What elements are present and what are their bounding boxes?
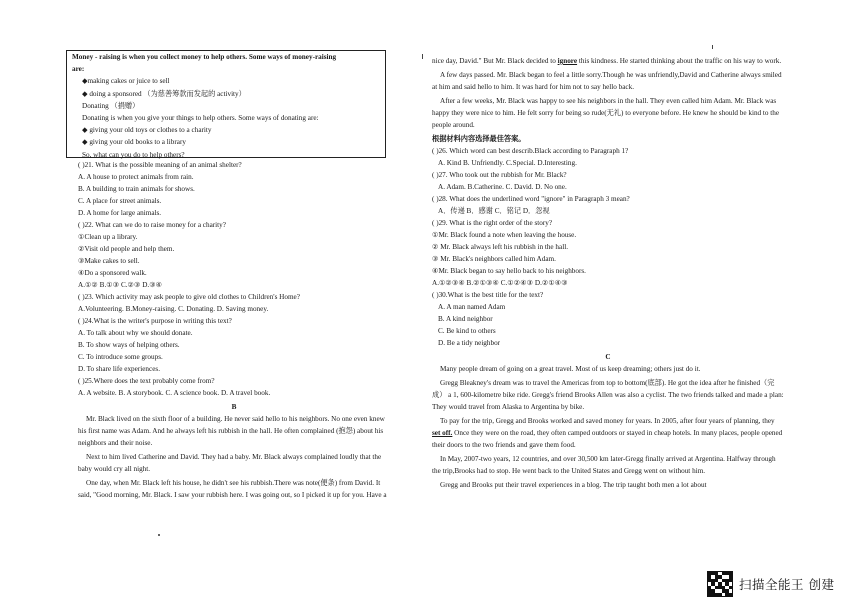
section-heading-b: B <box>231 403 237 411</box>
box-line: So, what can you do to help others? <box>82 150 185 159</box>
reading-box <box>72 51 378 161</box>
option-line: A. A house to protect animals from rain. <box>78 173 194 181</box>
story-paragraph: Next to him lived Catherine and David. They had a baby. Mr. Black always complained loudly that the baby would cry all night. <box>78 453 382 473</box>
option-line: ③ Mr. Black's neighbors called him Adam. <box>432 255 556 263</box>
question-line: ( )22. What can we do to raise money for a charity? <box>78 221 226 229</box>
option-line: C. To introduce some groups. <box>78 353 163 361</box>
option-line: A. To talk about why we should donate. <box>78 329 193 337</box>
story-paragraph: Gregg and Brooks put their travel experiences in a blog. The trip taught both men a lot about <box>440 481 707 489</box>
story-paragraph: A few days passed. Mr. Black began to feel a little sorry.Though he was unfriendly,David and Catherine always smiled at him and said hello to him. It was hard for him not to say hello back. <box>432 71 782 91</box>
box-line: ◆ doing a sponsored （为慈善筹款而发起的 activity） <box>82 89 246 98</box>
option-line: C. A place for street animals. <box>78 197 162 205</box>
story-text: Once they were on the road, they often camped outdoors or stayed in cheap hotels. In many places, people opened their doors to the two friends and gave them food. <box>432 429 783 449</box>
question-line: ( )23. Which activity may ask people to give old clothes to Children's Home? <box>78 293 300 301</box>
option-line: A．传递 B．感谢 C．铭记 D．忽视 <box>438 207 550 215</box>
option-line: D. Be a tidy neighbor <box>438 339 501 347</box>
story-paragraph: Many people dream of going on a great travel. Most of us keep dreaming; others just do it. <box>440 365 701 373</box>
box-line: Money - raising is when you collect money to help others. Some ways of money-raising <box>72 53 337 61</box>
option-line: B. To show ways of helping others. <box>78 341 180 349</box>
option-line: A.①②③④ B.②①③④ C.①②④③ D.②①④③ <box>432 279 568 287</box>
question-line: ( )24.What is the writer's purpose in writing this text? <box>78 317 232 325</box>
scan-dot <box>158 534 160 536</box>
option-line: A. Adam. B.Catherine. C. David. D. No one. <box>438 183 567 191</box>
option-line: ④Mr. Black began to say hello back to his neighbors. <box>432 267 586 275</box>
story-paragraph: Mr. Black lived on the sixth floor of a building. He never said hello to his neighbors. No one even knew his first name was Adam. And he always left his rubbish in the hall. He often complained (抱怨) about his neighbors and their noise. <box>78 415 385 447</box>
section-heading-c: C <box>605 353 611 361</box>
option-line: ③Make cakes to sell. <box>78 257 140 265</box>
option-line: ①Mr. Black found a note when leaving the house. <box>432 231 577 239</box>
scan-mark <box>712 45 713 49</box>
box-line: ◆ giving your old books to a library <box>82 138 186 147</box>
left-column <box>78 159 390 501</box>
option-line: D. To share life experiences. <box>78 365 160 373</box>
underlined-phrase-set-off: set off. <box>432 429 453 437</box>
option-line: A.Volunteering. B.Money-raising. C. Donating. D. Saving money. <box>78 305 269 313</box>
box-line: ◆ giving your old toys or clothes to a charity <box>82 126 212 135</box>
question-line: ( )29. What is the right order of the story? <box>432 219 553 227</box>
scan-mark <box>422 54 423 59</box>
box-line: ◆making cakes or juice to sell <box>82 77 170 86</box>
story-text: this kindness. He started thinking about the traffic on his way to work. <box>577 57 782 65</box>
option-line: B. A kind neighbor <box>438 315 493 323</box>
option-line: A. A website. B. A storybook. C. A science book. D. A travel book. <box>78 389 271 397</box>
story-paragraph <box>432 55 784 67</box>
right-column <box>432 55 784 491</box>
option-line: ②Visit old people and help them. <box>78 245 175 253</box>
option-line: A. A man named Adam <box>438 303 506 311</box>
question-line: ( )21. What is the possible meaning of an animal shelter? <box>78 161 242 169</box>
box-line: Donating （捐赠） <box>82 101 140 110</box>
watermark-text: 扫描全能王 创建 <box>739 577 835 592</box>
question-line: ( )27. Who took out the rubbish for Mr. Black? <box>432 171 567 179</box>
box-line: are: <box>72 65 85 74</box>
underlined-word-ignore: ignore <box>557 57 578 65</box>
qr-code-icon <box>707 571 733 597</box>
story-paragraph: Gregg Bleakney's dream was to travel the Americas from top to bottom(底部). He got the idea after he finished（完成） a 1, 600-kilometre bike ride. Gregg's friend Brooks Allen was also a cyclist. The two friends talked and made a plan: They would travel from Alaska to Argentina by bike. <box>432 379 784 411</box>
story-paragraph <box>432 415 784 451</box>
question-line: ( )30.What is the best title for the text? <box>432 291 544 299</box>
scanner-watermark <box>707 571 834 597</box>
story-text: nice day, David." But Mr. Black decided to <box>432 57 558 65</box>
story-text: To pay for the trip, Gregg and Brooks worked and saved money for years. In 2005, after four years of planning, they <box>440 417 775 425</box>
question-line: ( )28. What does the underlined word "ignore" in Paragraph 3 mean? <box>432 195 630 203</box>
option-line: C. Be kind to others <box>438 327 496 335</box>
option-line: A. Kind B. Unfriendly. C.Special. D.Interesting. <box>438 159 577 167</box>
option-line: B. A building to train animals for shows. <box>78 185 195 193</box>
option-line: ② Mr. Black always left his rubbish in the hall. <box>432 243 568 251</box>
option-line: D. A home for large animals. <box>78 209 162 217</box>
option-line: ①Clean up a library. <box>78 233 138 241</box>
option-line: ④Do a sponsored walk. <box>78 269 147 277</box>
story-paragraph: After a few weeks, Mr. Black was happy to see his neighbors in the hall. They even called him Adam. Mr. Black was happy they were nice to him. He felt sorry for being so rude(无礼) to everyone before. He knew he should be kind to the people around. <box>432 97 780 129</box>
box-line: Donating is when you give your things to help others. Some ways of donating are: <box>82 114 319 123</box>
question-line: ( )26. Which word can best describ.Black according to Paragraph 1? <box>432 147 629 155</box>
option-line: A.①② B.①③ C.②③ D.③④ <box>78 281 163 289</box>
story-paragraph: In May, 2007-two years, 12 countries, and over 30,500 km later-Gregg finally arrived at Argentina. Halfway through the trip,Brooks had to stop. He went back to the United States and Gregg went on without him. <box>432 455 776 475</box>
instruction: 根据材料内容选择最佳答案。 <box>432 135 526 143</box>
story-paragraph: One day, when Mr. Black left his house, he didn't see his rubbish.There was note(便条) from David. It said, "Good morning, Mr. Black. I saw your rubbish here. I was going out, so I picked it up for you. Have a <box>78 479 387 499</box>
question-line: ( )25.Where does the text probably come from? <box>78 377 215 385</box>
